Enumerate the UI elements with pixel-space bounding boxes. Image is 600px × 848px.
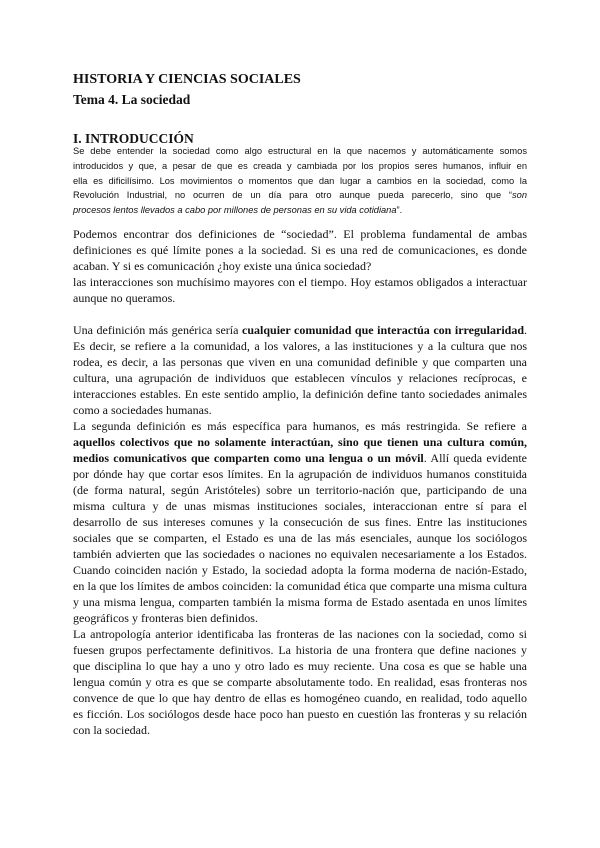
document-title: HISTORIA Y CIENCIAS SOCIALES xyxy=(73,72,301,87)
text-run: con la sociedad. xyxy=(73,723,150,737)
text-line xyxy=(73,546,527,562)
text-run: las interacciones son muchísimo mayores con el tiempo. Hoy estamos obligados a interactuar xyxy=(73,275,527,289)
text-run: desarrollo de sus intereses comunes y la consecución de sus fines. Entre las instituciones xyxy=(73,515,527,529)
text-run: Es decir, se refiere a la comunidad, a los valores, a las instituciones y a la cultura que nos xyxy=(73,339,527,353)
text-run: cultura, una agrupación de individuos que establecen vínculos y relaciones recíprocas, e xyxy=(73,371,527,385)
text-run: sociales que se comparten, el Estado es una de las más esenciales, aunque los sociólogos xyxy=(73,531,527,545)
text-line xyxy=(73,418,527,434)
text-run: introducidos y que, a pesar de que es creada y cambiada por los propios seres humanos, influir en xyxy=(73,160,527,171)
text-line xyxy=(73,642,527,658)
text-run: (de forma natural, según Aristóteles) sobre un territorio-nación que, participando de una xyxy=(73,483,527,497)
text-line xyxy=(73,242,527,258)
text-line xyxy=(73,322,527,338)
text-line xyxy=(73,386,527,402)
text-line xyxy=(73,674,527,690)
text-line xyxy=(73,354,527,370)
text-line xyxy=(73,370,527,386)
document-subtitle: Tema 4. La sociedad xyxy=(73,92,191,107)
text-line xyxy=(73,658,527,674)
text-run: por dónde hay que cortar esos límites. En la agrupación de individuos humanos constituida xyxy=(73,467,527,481)
text-line xyxy=(73,594,527,610)
text-run: que disciplina lo que hay a uno y otro lado es muy reciente. Una cosa es que se hable una xyxy=(73,659,527,673)
bold-text: medios comunicativos que comparten como una lengua o un móvil xyxy=(73,451,424,465)
text-line xyxy=(73,144,527,159)
text-run: . Allí queda evidente xyxy=(423,451,527,465)
text-run: aunque no queramos. xyxy=(73,291,176,305)
text-line xyxy=(73,450,527,466)
text-run: es ficción. Los sociólogos desde hace poco han puesto en cuestión las fronteras y su relación xyxy=(73,707,527,721)
text-run: Revolución Industrial, no ocurren de un día para otro aunque pueda parecerlo, sino que “ xyxy=(73,190,512,201)
generic-definition-paragraph xyxy=(73,322,527,418)
italic-quote: procesos lentos llevados a cabo por millones de personas en su vida cotidiana xyxy=(73,205,397,215)
text-run: Se debe entender la sociedad como algo estructural en la que nacemos y automáticamente somos xyxy=(73,146,527,156)
text-line xyxy=(73,258,527,274)
text-line xyxy=(73,274,527,290)
text-line xyxy=(73,188,527,203)
text-line xyxy=(73,226,527,242)
text-run: convence de que lo que hay dentro de ellas es homogéneo cuando, en realidad, todo aquello xyxy=(73,691,527,705)
intro-paragraph xyxy=(73,144,527,218)
definitions-paragraph xyxy=(73,226,527,274)
text-run: La segunda definición es más específica para humanos, es más restringida. Se refiere a xyxy=(73,419,527,433)
text-run: definiciones es qué límite pones a la sociedad. Si es una red de comunicaciones, es donde xyxy=(73,243,527,257)
text-run: Podemos encontrar dos definiciones de “sociedad”. El problema fundamental de ambas xyxy=(73,227,527,241)
text-line xyxy=(73,434,527,450)
text-run: lengua común y otra es que se comparte absolutamente todo. En realidad, esas fronteras nos xyxy=(73,675,527,689)
text-line xyxy=(73,174,527,189)
text-run: como a sociedades humanas. xyxy=(73,403,212,417)
text-run: La antropología anterior identificaba las fronteras de las naciones con la sociedad, como si xyxy=(73,627,527,641)
italic-quote: son xyxy=(512,190,527,201)
interactions-paragraph xyxy=(73,274,527,306)
text-run: interacciones estables. En este sentido amplio, la definición define tanto sociedades animales xyxy=(73,387,527,401)
section-heading: I. INTRODUCCIÓN xyxy=(73,131,194,146)
text-line xyxy=(73,338,527,354)
text-line xyxy=(73,626,527,642)
text-run: en la que los límites de ambos coinciden: la comunidad ética que comparte una misma cultura xyxy=(73,579,527,593)
text-line xyxy=(73,466,527,482)
text-line xyxy=(73,562,527,578)
text-line xyxy=(73,578,527,594)
text-line xyxy=(73,530,527,546)
specific-definition-paragraph xyxy=(73,418,527,626)
text-line xyxy=(73,722,527,738)
text-line xyxy=(73,482,527,498)
text-line xyxy=(73,159,527,174)
anthropology-paragraph xyxy=(73,626,527,738)
text-line xyxy=(73,402,527,418)
text-run: y una misma lengua, comparten también la misma forma de Estado asentada en unos límites xyxy=(73,595,527,609)
text-line xyxy=(73,690,527,706)
text-run: ”. xyxy=(396,205,403,215)
text-run: geográficos y fronteras bien definidos. xyxy=(73,611,258,625)
text-run: Una definición más genérica sería xyxy=(73,323,243,337)
text-line xyxy=(73,610,527,626)
bold-text: aquellos colectivos que no solamente interactúan, sino que tienen una cultura común, xyxy=(73,435,527,449)
text-run: también advierten que las sociedades o naciones no equivalen necesariamente a los Estados. xyxy=(73,547,527,561)
text-line xyxy=(73,706,527,722)
text-line xyxy=(73,290,527,306)
text-run: fuesen grupos perfectamente definitivos. La historia de una frontera que define naciones y xyxy=(73,643,527,657)
text-run: acaban. Y si es comunicación ¿hoy existe una única sociedad? xyxy=(73,259,372,273)
text-run: Cuando coinciden nación y Estado, la sociedad adopta la forma moderna de nación-Estado, xyxy=(73,563,527,577)
text-line xyxy=(73,203,527,218)
text-run: . xyxy=(524,323,527,337)
bold-text: cualquier comunidad que interactúa con irregularidad xyxy=(242,323,524,337)
text-run: misma cultura y de unas mismas instituciones sociales, interaccionan entre sí para el xyxy=(73,499,527,513)
text-line xyxy=(73,514,527,530)
text-line xyxy=(73,498,527,514)
text-run: ella es dificilísimo. Los movimientos o momentos que dan lugar a cambios en la sociedad, como la xyxy=(73,175,527,186)
text-run: rodea, es decir, a las personas que viven en una comunidad definible y que comparten una xyxy=(73,355,527,369)
